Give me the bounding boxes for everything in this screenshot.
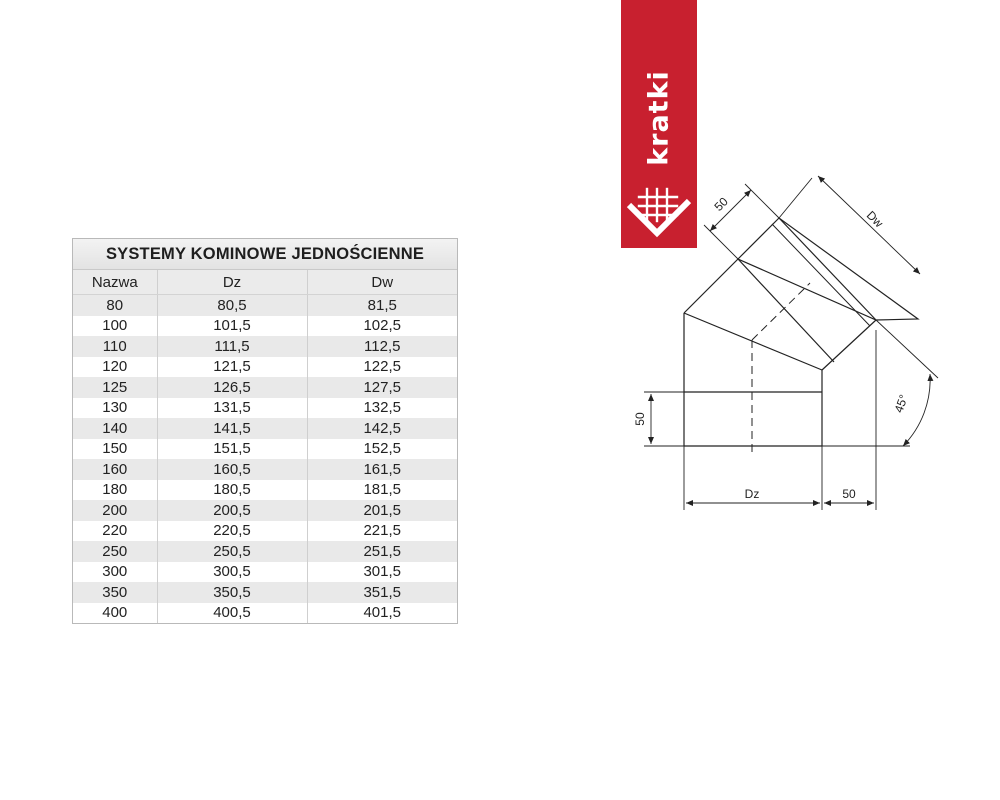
- cell-dz: 400,5: [157, 603, 307, 624]
- cell-dw: 181,5: [307, 480, 457, 501]
- cell-dw: 351,5: [307, 582, 457, 603]
- cell-dw: 112,5: [307, 336, 457, 357]
- cell-dz: 80,5: [157, 295, 307, 316]
- column-header-nazwa: Nazwa: [73, 270, 157, 295]
- cell-dz: 300,5: [157, 562, 307, 583]
- dim-left-50-label: 50: [633, 412, 647, 426]
- cell-nazwa: 100: [73, 316, 157, 337]
- cell-dz: 250,5: [157, 541, 307, 562]
- elbow-outline: [684, 218, 918, 446]
- column-header-dz: Dz: [157, 270, 307, 295]
- dim-bottom-50-label: 50: [842, 487, 856, 501]
- cell-dw: 122,5: [307, 357, 457, 378]
- cell-dz: 141,5: [157, 418, 307, 439]
- cell-nazwa: 400: [73, 603, 157, 624]
- cell-nazwa: 130: [73, 398, 157, 419]
- cell-dz: 160,5: [157, 459, 307, 480]
- dim-top-50-label: 50: [711, 194, 731, 214]
- cell-dw: 201,5: [307, 500, 457, 521]
- cell-nazwa: 160: [73, 459, 157, 480]
- cell-dz: 350,5: [157, 582, 307, 603]
- cell-dw: 161,5: [307, 459, 457, 480]
- cell-dz: 220,5: [157, 521, 307, 542]
- dim-angle-label: 45°: [891, 392, 911, 415]
- cell-dw: 127,5: [307, 377, 457, 398]
- cell-nazwa: 80: [73, 295, 157, 316]
- cell-dw: 102,5: [307, 316, 457, 337]
- cell-dz: 180,5: [157, 480, 307, 501]
- cell-dw: 401,5: [307, 603, 457, 624]
- cell-dw: 81,5: [307, 295, 457, 316]
- cell-dw: 221,5: [307, 521, 457, 542]
- table-title: SYSTEMY KOMINOWE JEDNOŚCIENNE: [73, 239, 457, 270]
- cell-dz: 151,5: [157, 439, 307, 460]
- cell-dz: 111,5: [157, 336, 307, 357]
- cell-nazwa: 180: [73, 480, 157, 501]
- cell-dz: 131,5: [157, 398, 307, 419]
- cell-nazwa: 150: [73, 439, 157, 460]
- cell-dz: 200,5: [157, 500, 307, 521]
- column-header-dw: Dw: [307, 270, 457, 295]
- cell-nazwa: 200: [73, 500, 157, 521]
- cell-nazwa: 300: [73, 562, 157, 583]
- cell-dz: 126,5: [157, 377, 307, 398]
- dim-dw-label: Dw: [863, 208, 886, 231]
- cell-nazwa: 350: [73, 582, 157, 603]
- cell-nazwa: 220: [73, 521, 157, 542]
- cell-nazwa: 125: [73, 377, 157, 398]
- cell-dw: 142,5: [307, 418, 457, 439]
- cell-nazwa: 140: [73, 418, 157, 439]
- cell-nazwa: 120: [73, 357, 157, 378]
- cell-dz: 121,5: [157, 357, 307, 378]
- cell-dw: 152,5: [307, 439, 457, 460]
- cell-dw: 301,5: [307, 562, 457, 583]
- cell-dz: 101,5: [157, 316, 307, 337]
- cell-nazwa: 110: [73, 336, 157, 357]
- cell-dw: 251,5: [307, 541, 457, 562]
- cell-dw: 132,5: [307, 398, 457, 419]
- brand-wordmark: kratki: [643, 70, 675, 166]
- cell-nazwa: 250: [73, 541, 157, 562]
- dim-dz-label: Dz: [744, 487, 760, 501]
- center-lines: [752, 283, 810, 455]
